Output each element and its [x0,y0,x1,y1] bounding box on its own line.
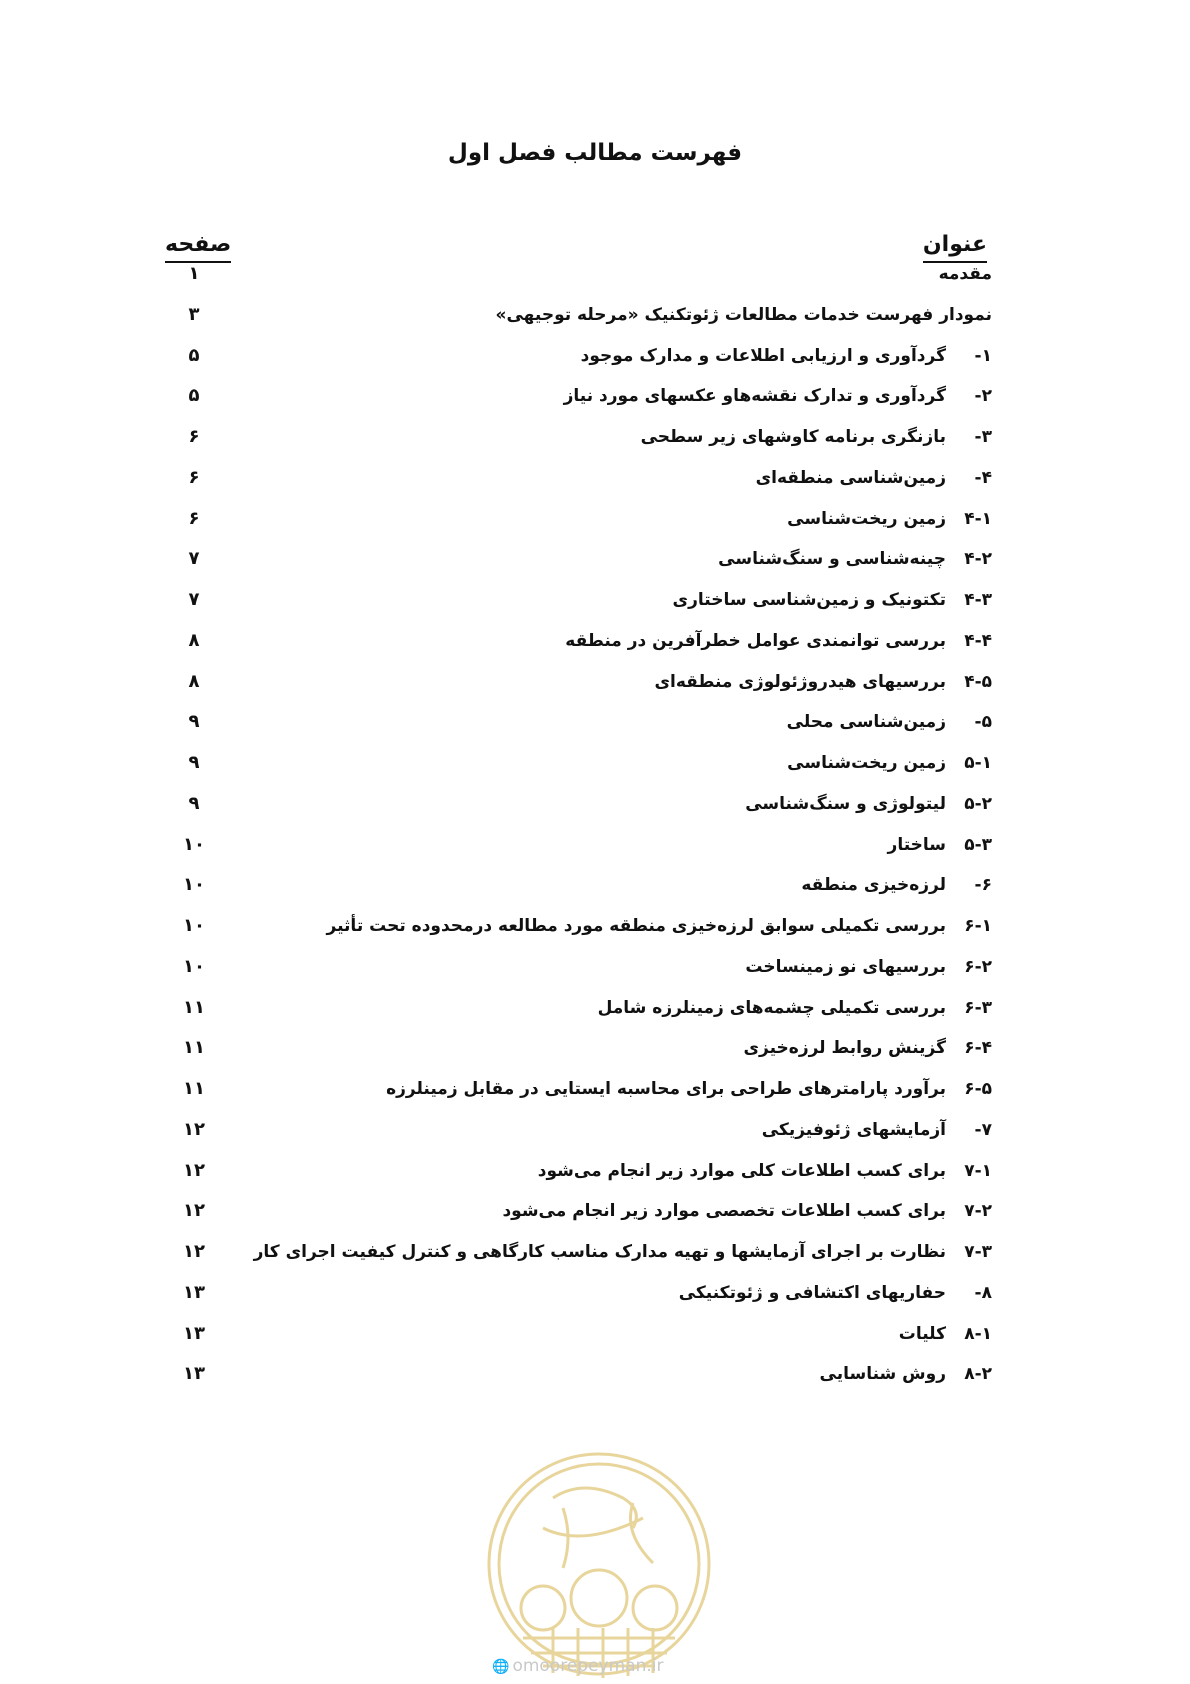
toc-title: روش شناسایی [819,1364,946,1385]
toc-row [0,1278,1190,1308]
toc-title: چینه‌شناسی و سنگ‌شناسی [718,549,946,570]
toc-number: ۷-۲ [964,1201,992,1222]
toc-page-number: ۱۱ [183,1037,205,1059]
column-header-page: صفحه [165,232,231,263]
column-header-title: عنوان [923,232,987,263]
toc-entry [598,993,992,1023]
toc-entry [745,789,992,819]
toc-row [0,1033,1190,1063]
toc-number: ۴-۴ [964,630,992,651]
toc-entry [899,1319,992,1349]
toc-title: بررسی توانمندی عوامل خطرآفرین در منطقه [565,630,946,651]
toc-number: ۸- [974,1282,992,1303]
toc-page-number: ۱۲ [183,1118,205,1140]
toc-row [0,504,1190,534]
toc-row [0,626,1190,656]
toc-number: ۵-۳ [964,834,992,855]
toc-entry [502,1196,992,1226]
toc-entry [762,1115,992,1145]
toc-page-number: ۱۲ [183,1200,205,1222]
toc-page-number: ۱۱ [183,1078,205,1099]
toc-entry [386,1074,992,1104]
toc-row [0,300,1190,330]
toc-number: ۶-۲ [964,956,992,977]
toc-row [0,422,1190,452]
toc-number: ۵-۲ [964,793,992,814]
toc-page-number: ۵ [188,385,200,407]
toc-page-number: ۸ [188,670,200,692]
toc-number: ۱- [974,345,992,366]
toc-entry [787,707,992,737]
toc-page-number: ۱۰ [183,915,205,936]
toc-page-number: ۱۳ [183,1363,205,1385]
toc-title: گردآوری و ارزیابی اطلاعات و مدارک موجود [580,345,946,366]
toc-page-number: ۹ [188,792,200,814]
toc-number: ۵- [974,712,992,733]
toc-number: ۷- [974,1119,992,1140]
toc-title: لیتولوژی و سنگ‌شناسی [745,793,946,814]
toc-title: گزینش روابط لرزه‌خیزی [743,1038,946,1059]
toc-page-number: ۳ [188,303,200,325]
toc-number: ۷-۳ [964,1242,992,1262]
toc-title: بررسیهای هیدروژئولوژی منطقه‌ای [654,671,946,692]
toc-number: ۷-۱ [964,1160,992,1181]
globe-icon: 🌐 [492,1659,510,1675]
toc-entry [787,504,992,534]
toc-title: زمین‌شناسی منطقه‌ای [755,467,946,488]
watermark-site [492,1656,663,1676]
toc-title: مقدمه [938,264,992,284]
toc-title: گردآوری و تدارک نقشه‌هاو عکسهای مورد نیاز [563,386,946,407]
toc-title: بررسی تکمیلی چشمه‌های زمینلرزه شامل [597,997,946,1018]
toc-page-number: ۷ [188,589,200,610]
toc-title: برای کسب اطلاعات تخصصی موارد زیر انجام می‌شود [502,1201,946,1222]
toc-number: ۴-۲ [964,549,992,570]
toc-entry [673,585,992,615]
toc-page-number: ۱۰ [183,833,205,855]
toc-entry [801,870,992,900]
toc-row [0,1319,1190,1349]
toc-row [0,463,1190,493]
toc-page-number: ۱۱ [183,996,205,1018]
toc-entry [787,748,992,778]
toc-row [0,789,1190,819]
toc-number: ۸-۲ [964,1364,992,1385]
toc-row [0,1074,1190,1104]
toc-number: ۳- [974,427,992,447]
toc-number: ۶-۴ [964,1038,992,1059]
toc-entry [538,1156,992,1186]
toc-row [0,341,1190,371]
toc-number: ۸-۱ [964,1323,992,1344]
toc-entry [820,1359,992,1389]
toc-entry [327,911,992,941]
toc-entry [743,1033,992,1063]
toc-page-number: ۱۳ [183,1322,205,1344]
toc-number: ۶- [974,875,992,896]
toc-row [0,707,1190,737]
toc-page-number: ۱ [188,263,200,284]
toc-page-number: ۶ [188,507,200,529]
toc-number: ۴-۵ [964,671,992,692]
toc-title: برای کسب اطلاعات کلی موارد زیر انجام می‌شود [537,1160,946,1181]
toc-number: ۴- [974,467,992,488]
toc-title: لرزه‌خیزی منطقه [801,875,946,896]
toc-row [0,1156,1190,1186]
toc-row [0,667,1190,697]
toc-page-number: ۱۲ [183,1159,205,1181]
toc-page-number: ۶ [188,426,200,447]
toc-title: بررسی تکمیلی سوابق لرزه‌خیزی منطقه مورد مطالعه درمحدوده تحت تأثیر [326,916,946,936]
toc-page-number: ۷ [188,548,200,570]
toc-row [0,259,1190,289]
toc-row [0,1359,1190,1389]
toc-title: زمین‌شناسی محلی [786,712,946,733]
toc-title: تکتونیک و زمین‌شناسی ساختاری [672,590,946,610]
toc-row [0,993,1190,1023]
toc-row [0,870,1190,900]
toc-title: زمین ریخت‌شناسی [787,508,946,529]
toc-number: ۶-۱ [964,916,992,936]
page-title: فهرست مطالب فصل اول [447,140,743,166]
toc-title: آزمایشهای ژئوفیزیکی [761,1119,946,1140]
toc-row [0,830,1190,860]
toc-row [0,544,1190,574]
toc-title: کلیات [898,1323,946,1344]
toc-page-number: ۶ [188,466,200,488]
toc-number: ۶-۵ [964,1079,992,1099]
toc-number: ۶-۳ [964,997,992,1018]
toc-entry [745,952,992,982]
toc-page-number: ۵ [188,344,200,366]
toc-page-number: ۱۲ [183,1241,205,1262]
toc-title: نمودار فهرست خدمات مطالعات ژئوتکنیک «مرحله توجیهی» [495,304,992,325]
toc-title: نظارت بر اجرای آزمایشها و تهیه مدارک مناسب کارگاهی و کنترل کیفیت اجرای کار [253,1242,946,1262]
toc-number: ۵-۱ [964,753,992,773]
toc-number: ۲- [974,386,992,407]
toc-row [0,952,1190,982]
toc-entry [564,381,992,411]
toc-entry [581,341,992,371]
toc-row [0,1237,1190,1267]
toc-entry [254,1237,992,1267]
watermark-site-text: omoorepeyman.ir [512,1656,664,1676]
toc-row [0,748,1190,778]
toc-row [0,911,1190,941]
toc-entry [495,300,992,330]
toc-title: بازنگری برنامه کاوشهای زیر سطحی [640,427,946,447]
toc-title: ساختار [887,834,946,855]
toc-row [0,1196,1190,1226]
toc-page-number: ۸ [188,629,200,651]
toc-row [0,585,1190,615]
toc-row [0,381,1190,411]
toc-entry [641,422,992,452]
toc-entry [939,259,992,289]
toc-page-number: ۱۰ [183,955,205,977]
toc-entry [888,830,992,860]
watermark-stamp [483,1448,715,1680]
toc-row [0,1115,1190,1145]
toc-entry [565,626,992,656]
toc-entry [654,667,992,697]
toc-title: زمین ریخت‌شناسی [787,753,946,773]
toc-entry [718,544,992,574]
toc-title: بررسیهای نو زمینساخت [745,956,946,977]
toc-title: حفاریهای اکتشافی و ژئوتکنیکی [678,1282,946,1303]
toc-page-number: ۱۳ [183,1281,205,1303]
toc-entry [756,463,992,493]
toc-page-number: ۱۰ [183,874,205,896]
toc-number: ۴-۱ [964,508,992,529]
toc-page-number: ۹ [188,752,200,773]
toc-number: ۴-۳ [964,590,992,610]
toc-entry [679,1278,992,1308]
toc-page-number: ۹ [188,711,200,733]
toc-title: برآورد پارامترهای طراحی برای محاسبه ایستایی در مقابل زمینلرزه [386,1079,946,1099]
